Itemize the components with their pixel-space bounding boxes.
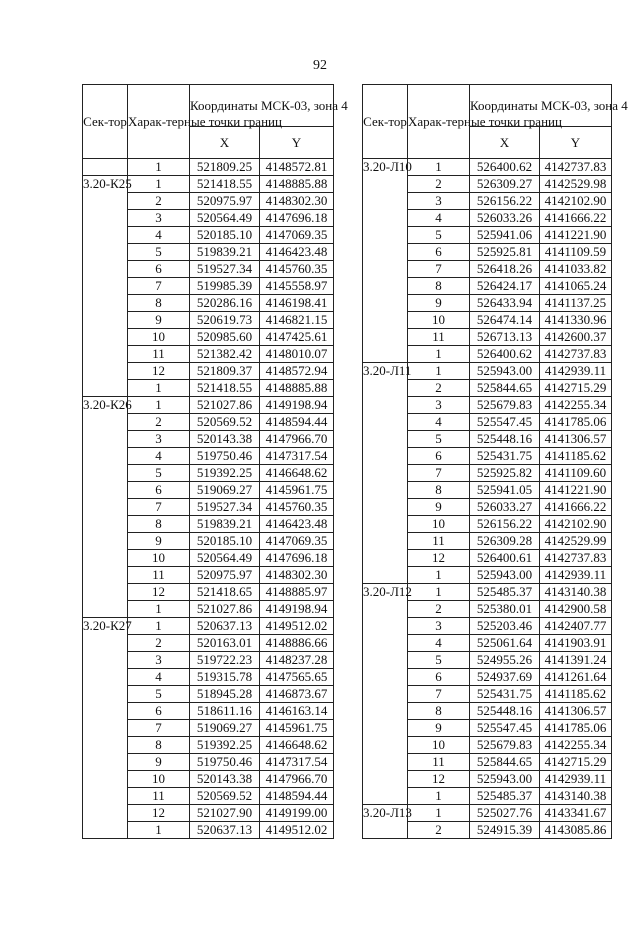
x-cell: 519750.46 xyxy=(190,448,260,465)
y-cell: 4149512.02 xyxy=(260,822,334,839)
y-cell: 4141221.90 xyxy=(540,227,612,244)
point-cell: 8 xyxy=(128,295,190,312)
x-cell: 526713.13 xyxy=(470,329,540,346)
y-cell: 4148886.66 xyxy=(260,635,334,652)
y-cell: 4141221.90 xyxy=(540,482,612,499)
y-cell: 4147317.54 xyxy=(260,448,334,465)
point-cell: 7 xyxy=(408,261,470,278)
sector-cell xyxy=(83,159,128,176)
y-cell: 4141785.06 xyxy=(540,414,612,431)
y-cell: 4143140.38 xyxy=(540,788,612,805)
x-cell: 525941.06 xyxy=(470,227,540,244)
x-cell: 525844.65 xyxy=(470,380,540,397)
point-cell: 6 xyxy=(128,703,190,720)
y-cell: 4146198.41 xyxy=(260,295,334,312)
y-cell: 4147069.35 xyxy=(260,227,334,244)
x-cell: 525431.75 xyxy=(470,686,540,703)
x-cell: 519392.25 xyxy=(190,737,260,754)
x-cell: 520143.38 xyxy=(190,431,260,448)
x-cell: 526156.22 xyxy=(470,516,540,533)
point-cell: 3 xyxy=(408,618,470,635)
x-cell: 524937.69 xyxy=(470,669,540,686)
y-cell: 4147317.54 xyxy=(260,754,334,771)
x-cell: 521809.37 xyxy=(190,363,260,380)
x-cell: 521382.42 xyxy=(190,346,260,363)
point-cell: 2 xyxy=(128,635,190,652)
y-cell: 4148594.44 xyxy=(260,788,334,805)
x-cell: 526156.22 xyxy=(470,193,540,210)
y-cell: 4148594.44 xyxy=(260,414,334,431)
y-cell: 4142737.83 xyxy=(540,159,612,176)
x-cell: 520975.97 xyxy=(190,193,260,210)
y-cell: 4143140.38 xyxy=(540,584,612,601)
y-cell: 4147425.61 xyxy=(260,329,334,346)
header-x: X xyxy=(470,127,540,159)
y-cell: 4141109.59 xyxy=(540,244,612,261)
point-cell: 5 xyxy=(408,431,470,448)
x-cell: 526474.14 xyxy=(470,312,540,329)
x-cell: 520564.49 xyxy=(190,550,260,567)
point-cell: 4 xyxy=(128,227,190,244)
x-cell: 526418.26 xyxy=(470,261,540,278)
y-cell: 4146873.67 xyxy=(260,686,334,703)
point-cell: 1 xyxy=(408,159,470,176)
point-cell: 2 xyxy=(408,176,470,193)
y-cell: 4148302.30 xyxy=(260,193,334,210)
point-cell: 1 xyxy=(128,176,190,193)
header-sector: Сек-тор xyxy=(363,85,408,159)
point-cell: 8 xyxy=(128,737,190,754)
y-cell: 4149198.94 xyxy=(260,601,334,618)
point-cell: 1 xyxy=(128,397,190,414)
point-cell: 5 xyxy=(408,652,470,669)
point-cell: 7 xyxy=(128,499,190,516)
point-cell: 12 xyxy=(408,771,470,788)
x-cell: 521027.86 xyxy=(190,397,260,414)
y-cell: 4141330.96 xyxy=(540,312,612,329)
point-cell: 12 xyxy=(408,550,470,567)
x-cell: 520637.13 xyxy=(190,822,260,839)
point-cell: 4 xyxy=(408,414,470,431)
y-cell: 4142529.99 xyxy=(540,533,612,550)
y-cell: 4141785.06 xyxy=(540,720,612,737)
x-cell: 525943.00 xyxy=(470,567,540,584)
x-cell: 518611.16 xyxy=(190,703,260,720)
point-cell: 3 xyxy=(408,397,470,414)
point-cell: 5 xyxy=(408,227,470,244)
point-cell: 11 xyxy=(128,346,190,363)
y-cell: 4146648.62 xyxy=(260,737,334,754)
point-cell: 9 xyxy=(128,312,190,329)
point-cell: 1 xyxy=(128,601,190,618)
point-cell: 2 xyxy=(408,601,470,618)
table-row xyxy=(83,159,334,176)
point-cell: 11 xyxy=(408,754,470,771)
point-cell: 9 xyxy=(408,720,470,737)
x-cell: 524955.26 xyxy=(470,652,540,669)
x-cell: 521418.65 xyxy=(190,584,260,601)
y-cell: 4146423.48 xyxy=(260,516,334,533)
point-cell: 4 xyxy=(408,210,470,227)
point-cell: 12 xyxy=(128,584,190,601)
sector-cell: 3.20-Л10 xyxy=(363,159,408,363)
point-cell: 1 xyxy=(128,159,190,176)
point-cell: 7 xyxy=(128,278,190,295)
point-cell: 3 xyxy=(408,193,470,210)
y-cell: 4142939.11 xyxy=(540,567,612,584)
x-cell: 521418.55 xyxy=(190,176,260,193)
point-cell: 5 xyxy=(128,244,190,261)
x-cell: 525943.00 xyxy=(470,363,540,380)
y-cell: 4148237.28 xyxy=(260,652,334,669)
y-cell: 4141109.60 xyxy=(540,465,612,482)
point-cell: 8 xyxy=(408,703,470,720)
y-cell: 4148302.30 xyxy=(260,567,334,584)
point-cell: 9 xyxy=(128,533,190,550)
y-cell: 4148885.88 xyxy=(260,176,334,193)
y-cell: 4141666.22 xyxy=(540,210,612,227)
point-cell: 7 xyxy=(128,720,190,737)
x-cell: 526400.62 xyxy=(470,346,540,363)
point-cell: 3 xyxy=(128,652,190,669)
x-cell: 525925.82 xyxy=(470,465,540,482)
y-cell: 4149198.94 xyxy=(260,397,334,414)
sector-cell: 3.20-Л13 xyxy=(363,805,408,839)
x-cell: 525027.76 xyxy=(470,805,540,822)
x-cell: 520564.49 xyxy=(190,210,260,227)
x-cell: 521809.25 xyxy=(190,159,260,176)
y-cell: 4145760.35 xyxy=(260,499,334,516)
table-row xyxy=(363,363,612,380)
y-cell: 4145961.75 xyxy=(260,482,334,499)
point-cell: 1 xyxy=(128,822,190,839)
y-cell: 4145558.97 xyxy=(260,278,334,295)
y-cell: 4141065.24 xyxy=(540,278,612,295)
point-cell: 6 xyxy=(408,448,470,465)
x-cell: 520286.16 xyxy=(190,295,260,312)
header-coordinates: Координаты МСК-03, зона 4 xyxy=(470,85,612,127)
y-cell: 4141185.62 xyxy=(540,686,612,703)
point-cell: 10 xyxy=(408,737,470,754)
point-cell: 1 xyxy=(408,363,470,380)
x-cell: 521027.90 xyxy=(190,805,260,822)
x-cell: 525431.75 xyxy=(470,448,540,465)
y-cell: 4146821.15 xyxy=(260,312,334,329)
y-cell: 4145961.75 xyxy=(260,720,334,737)
point-cell: 11 xyxy=(128,567,190,584)
y-cell: 4147696.18 xyxy=(260,210,334,227)
x-cell: 526424.17 xyxy=(470,278,540,295)
sector-cell: 3.20-К26 xyxy=(83,397,128,618)
x-cell: 519392.25 xyxy=(190,465,260,482)
y-cell: 4147966.70 xyxy=(260,771,334,788)
point-cell: 1 xyxy=(408,346,470,363)
point-cell: 11 xyxy=(128,788,190,805)
y-cell: 4146163.14 xyxy=(260,703,334,720)
point-cell: 9 xyxy=(408,499,470,516)
point-cell: 1 xyxy=(128,618,190,635)
point-cell: 6 xyxy=(128,482,190,499)
sector-cell: 3.20-Л11 xyxy=(363,363,408,584)
x-cell: 520637.13 xyxy=(190,618,260,635)
x-cell: 520619.73 xyxy=(190,312,260,329)
x-cell: 525485.37 xyxy=(470,788,540,805)
x-cell: 521027.86 xyxy=(190,601,260,618)
y-cell: 4142715.29 xyxy=(540,380,612,397)
y-cell: 4146648.62 xyxy=(260,465,334,482)
point-cell: 2 xyxy=(128,414,190,431)
y-cell: 4141137.25 xyxy=(540,295,612,312)
x-cell: 526033.26 xyxy=(470,210,540,227)
point-cell: 8 xyxy=(408,482,470,499)
x-cell: 525485.37 xyxy=(470,584,540,601)
x-cell: 525844.65 xyxy=(470,754,540,771)
point-cell: 3 xyxy=(128,210,190,227)
y-cell: 4141185.62 xyxy=(540,448,612,465)
y-cell: 4141261.64 xyxy=(540,669,612,686)
x-cell: 526309.27 xyxy=(470,176,540,193)
sector-cell: 3.20-Л12 xyxy=(363,584,408,805)
point-cell: 8 xyxy=(128,516,190,533)
x-cell: 525380.01 xyxy=(470,601,540,618)
header-sector: Сек-тор xyxy=(83,85,128,159)
x-cell: 520185.10 xyxy=(190,533,260,550)
y-cell: 4141903.91 xyxy=(540,635,612,652)
y-cell: 4147966.70 xyxy=(260,431,334,448)
header-y: Y xyxy=(540,127,612,159)
x-cell: 526309.28 xyxy=(470,533,540,550)
y-cell: 4146423.48 xyxy=(260,244,334,261)
x-cell: 525679.83 xyxy=(470,737,540,754)
x-cell: 518945.28 xyxy=(190,686,260,703)
y-cell: 4147696.18 xyxy=(260,550,334,567)
point-cell: 11 xyxy=(408,533,470,550)
y-cell: 4147565.65 xyxy=(260,669,334,686)
x-cell: 526400.62 xyxy=(470,159,540,176)
table-row xyxy=(83,397,334,414)
y-cell: 4142715.29 xyxy=(540,754,612,771)
point-cell: 5 xyxy=(128,465,190,482)
point-cell: 7 xyxy=(408,686,470,703)
point-cell: 8 xyxy=(408,278,470,295)
y-cell: 4148572.94 xyxy=(260,363,334,380)
x-cell: 526400.61 xyxy=(470,550,540,567)
page-number: 92 xyxy=(313,58,327,73)
point-cell: 2 xyxy=(408,380,470,397)
x-cell: 519839.21 xyxy=(190,244,260,261)
point-cell: 10 xyxy=(408,312,470,329)
point-cell: 2 xyxy=(408,822,470,839)
point-cell: 2 xyxy=(128,193,190,210)
point-cell: 1 xyxy=(408,584,470,601)
y-cell: 4141033.82 xyxy=(540,261,612,278)
table-row xyxy=(363,584,612,601)
x-cell: 524915.39 xyxy=(470,822,540,839)
y-cell: 4142737.83 xyxy=(540,346,612,363)
point-cell: 6 xyxy=(128,261,190,278)
y-cell: 4145760.35 xyxy=(260,261,334,278)
y-cell: 4141666.22 xyxy=(540,499,612,516)
y-cell: 4142939.11 xyxy=(540,363,612,380)
x-cell: 520143.38 xyxy=(190,771,260,788)
x-cell: 525679.83 xyxy=(470,397,540,414)
point-cell: 10 xyxy=(128,771,190,788)
x-cell: 525925.81 xyxy=(470,244,540,261)
x-cell: 520985.60 xyxy=(190,329,260,346)
point-cell: 6 xyxy=(408,669,470,686)
y-cell: 4142102.90 xyxy=(540,193,612,210)
y-cell: 4142600.37 xyxy=(540,329,612,346)
x-cell: 526433.94 xyxy=(470,295,540,312)
y-cell: 4142737.83 xyxy=(540,550,612,567)
y-cell: 4148885.97 xyxy=(260,584,334,601)
y-cell: 4142407.77 xyxy=(540,618,612,635)
table-row xyxy=(83,618,334,635)
coordinates-table-right xyxy=(362,84,628,839)
y-cell: 4148010.07 xyxy=(260,346,334,363)
y-cell: 4142255.34 xyxy=(540,737,612,754)
point-cell: 1 xyxy=(408,567,470,584)
x-cell: 525943.00 xyxy=(470,771,540,788)
x-cell: 519722.23 xyxy=(190,652,260,669)
x-cell: 519315.78 xyxy=(190,669,260,686)
x-cell: 519069.27 xyxy=(190,720,260,737)
y-cell: 4149512.02 xyxy=(260,618,334,635)
y-cell: 4143341.67 xyxy=(540,805,612,822)
table-row xyxy=(363,805,612,822)
y-cell: 4142939.11 xyxy=(540,771,612,788)
header-y: Y xyxy=(260,127,334,159)
header-coordinates: Координаты МСК-03, зона 4 xyxy=(190,85,334,127)
x-cell: 520569.52 xyxy=(190,788,260,805)
x-cell: 519750.46 xyxy=(190,754,260,771)
point-cell: 9 xyxy=(128,754,190,771)
header-points: Харак-терные точки границ xyxy=(408,85,470,159)
x-cell: 526033.27 xyxy=(470,499,540,516)
x-cell: 519527.34 xyxy=(190,499,260,516)
y-cell: 4142529.98 xyxy=(540,176,612,193)
y-cell: 4143085.86 xyxy=(540,822,612,839)
point-cell: 12 xyxy=(128,805,190,822)
x-cell: 525448.16 xyxy=(470,703,540,720)
y-cell: 4141391.24 xyxy=(540,652,612,669)
coordinates-table-left xyxy=(82,84,348,839)
point-cell: 4 xyxy=(128,669,190,686)
point-cell: 4 xyxy=(408,635,470,652)
x-cell: 525061.64 xyxy=(470,635,540,652)
x-cell: 525547.45 xyxy=(470,414,540,431)
sector-cell: 3.20-К27 xyxy=(83,618,128,839)
sector-cell: 3.20-К25 xyxy=(83,176,128,397)
x-cell: 519527.34 xyxy=(190,261,260,278)
table-row xyxy=(363,159,612,176)
point-cell: 3 xyxy=(128,431,190,448)
point-cell: 1 xyxy=(408,788,470,805)
point-cell: 9 xyxy=(408,295,470,312)
point-cell: 5 xyxy=(128,686,190,703)
point-cell: 10 xyxy=(408,516,470,533)
point-cell: 1 xyxy=(128,380,190,397)
point-cell: 6 xyxy=(408,244,470,261)
x-cell: 520163.01 xyxy=(190,635,260,652)
point-cell: 10 xyxy=(128,329,190,346)
x-cell: 521418.55 xyxy=(190,380,260,397)
y-cell: 4141306.57 xyxy=(540,703,612,720)
x-cell: 520185.10 xyxy=(190,227,260,244)
y-cell: 4148885.88 xyxy=(260,380,334,397)
x-cell: 519069.27 xyxy=(190,482,260,499)
x-cell: 525448.16 xyxy=(470,431,540,448)
x-cell: 525941.05 xyxy=(470,482,540,499)
x-cell: 520569.52 xyxy=(190,414,260,431)
point-cell: 7 xyxy=(408,465,470,482)
x-cell: 520975.97 xyxy=(190,567,260,584)
point-cell: 12 xyxy=(128,363,190,380)
point-cell: 11 xyxy=(408,329,470,346)
y-cell: 4142255.34 xyxy=(540,397,612,414)
header-points: Харак-терные точки границ xyxy=(128,85,190,159)
point-cell: 4 xyxy=(128,448,190,465)
y-cell: 4141306.57 xyxy=(540,431,612,448)
header-x: X xyxy=(190,127,260,159)
x-cell: 519985.39 xyxy=(190,278,260,295)
y-cell: 4147069.35 xyxy=(260,533,334,550)
y-cell: 4149199.00 xyxy=(260,805,334,822)
x-cell: 525203.46 xyxy=(470,618,540,635)
point-cell: 1 xyxy=(408,805,470,822)
y-cell: 4148572.81 xyxy=(260,159,334,176)
x-cell: 519839.21 xyxy=(190,516,260,533)
y-cell: 4142102.90 xyxy=(540,516,612,533)
point-cell: 10 xyxy=(128,550,190,567)
y-cell: 4142900.58 xyxy=(540,601,612,618)
x-cell: 525547.45 xyxy=(470,720,540,737)
table-row xyxy=(83,176,334,193)
